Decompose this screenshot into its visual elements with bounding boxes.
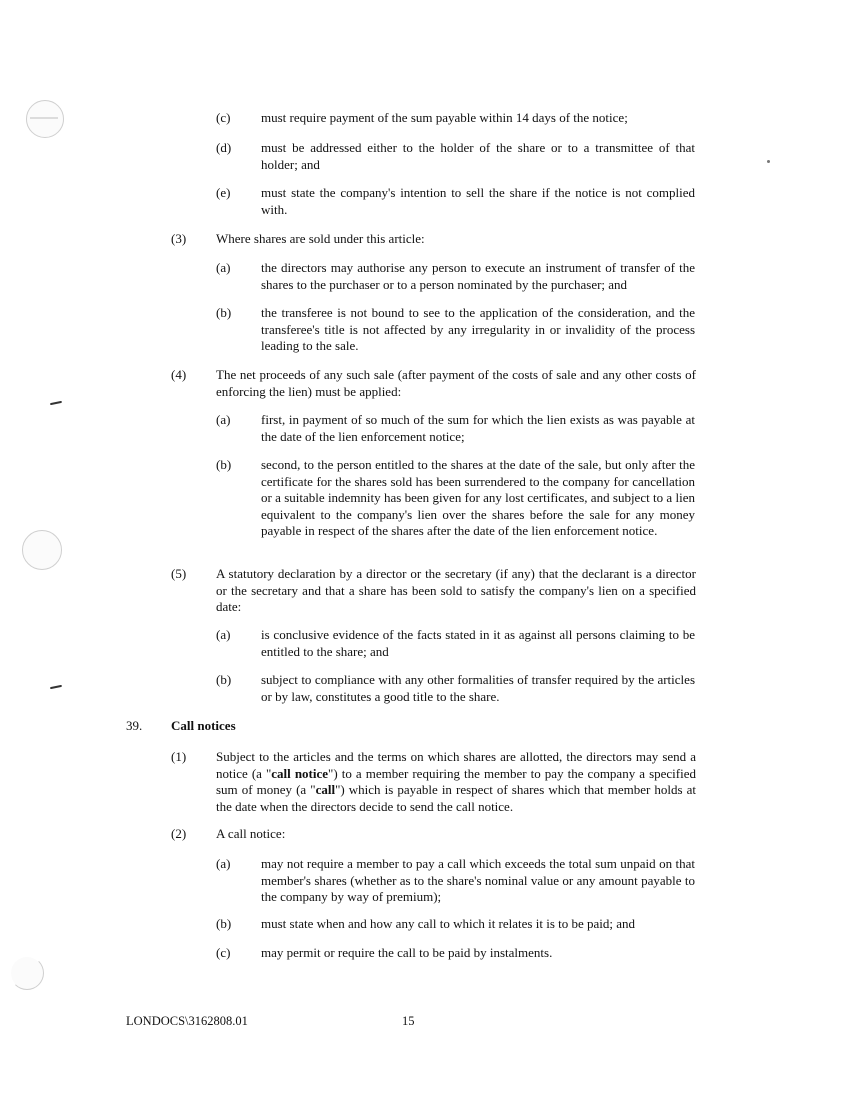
subitem-text: may permit or require the call to be paid by instalments. [261,945,553,960]
subitem-text: must state the company's intention to sell the share if the notice is not complied with. [261,185,695,217]
subitem-text: the directors may authorise any person to execute an instrument of transfer of the shares to the purchaser or to a person nominated by the purchaser; and [261,260,695,292]
subitem-label: (d) [216,140,232,155]
subitem-label: (b) [216,916,232,931]
subitem-label: (a) [216,412,231,427]
item-text-part: ") to a member requiring the member to pay the company a specified sum of money (a " [216,765,696,797]
item-label: (5) [171,566,187,581]
item-text: Where shares are sold under this article: [216,231,425,246]
subitem-text: must be addressed either to the holder of the share or to a transmittee of that holder; and [261,140,695,172]
defined-term-call-notice: call notice [271,765,329,781]
subitem-label: (e) [216,185,231,200]
subitem-label: (c) [216,110,231,125]
punch-hole-middle [22,530,62,570]
punch-hole-bottom [10,956,44,990]
scan-mark-1 [50,401,62,405]
subitem-text: the transferee is not bound to see to the application of the consideration, and the transferee's title is not affected by any irregularity in or invalidity of the process leading to the sale. [261,305,695,353]
punch-hole-top [26,100,64,138]
subitem-label: (a) [216,856,231,871]
item-label: (1) [171,749,187,764]
punch-hole-top-line [30,117,58,119]
subitem-text: subject to compliance with any other formalities of transfer required by the articles or by law, constitutes a good title to the share. [261,672,695,704]
subitem-label: (b) [216,672,232,687]
item-label: (3) [171,231,187,246]
subitem-label: (a) [216,627,231,642]
subitem-text: may not require a member to pay a call which exceeds the total sum unpaid on that member's shares (whether as to the share's nominal value or any amount payable to the company by way of premium); [261,856,695,904]
item-text-part: ") which is payable in respect of shares which that member holds at the date when the directors decide to send the call notice. [216,782,696,814]
subitem-text: first, in payment of so much of the sum for which the lien exists as was payable at the date of the lien enforcement notice; [261,412,695,444]
footer-document-reference: LONDOCS\3162808.01 [126,1014,248,1028]
item-text: A call notice: [216,826,286,841]
article-number: 39. [126,718,143,733]
subitem-text: must require payment of the sum payable within 14 days of the notice; [261,110,628,125]
item-text [216,749,696,815]
defined-term-call: call [315,782,336,797]
item-text: A statutory declaration by a director or the secretary (if any) that the declarant is a director or the secretary and that a share has been sold to satisfy the company's lien on a specified date: [216,566,696,614]
subitem-label: (b) [216,457,232,472]
item-label: (4) [171,367,187,382]
footer-page-number: 15 [402,1014,415,1028]
subitem-label: (b) [216,305,232,320]
subitem-text: second, to the person entitled to the shares at the date of the sale, but only after the certificate for the shares sold has been surrendered to the company for cancellation or a suitable indemnity has been given for any lost certificates, and subject to a lien equivalent to the company's lien over the shares before the sale for any money payable in respect of the shares after the date of the lien enforcement notice. [261,457,695,538]
scan-speck [767,160,770,163]
item-text-part: Subject to the articles and the terms on which shares are allotted, the directors may send a notice (a " [216,749,696,781]
subitem-text: is conclusive evidence of the facts stated in it as against all persons claiming to be entitled to the share; and [261,627,695,659]
item-text: The net proceeds of any such sale (after payment of the costs of sale and any other costs of enforcing the lien) must be applied: [216,367,696,399]
subitem-label: (a) [216,260,231,275]
item-label: (2) [171,826,187,841]
scan-mark-2 [50,685,62,689]
article-heading: Call notices [171,718,236,733]
subitem-text: must state when and how any call to which it relates it is to be paid; and [261,916,636,931]
subitem-label: (c) [216,945,231,960]
